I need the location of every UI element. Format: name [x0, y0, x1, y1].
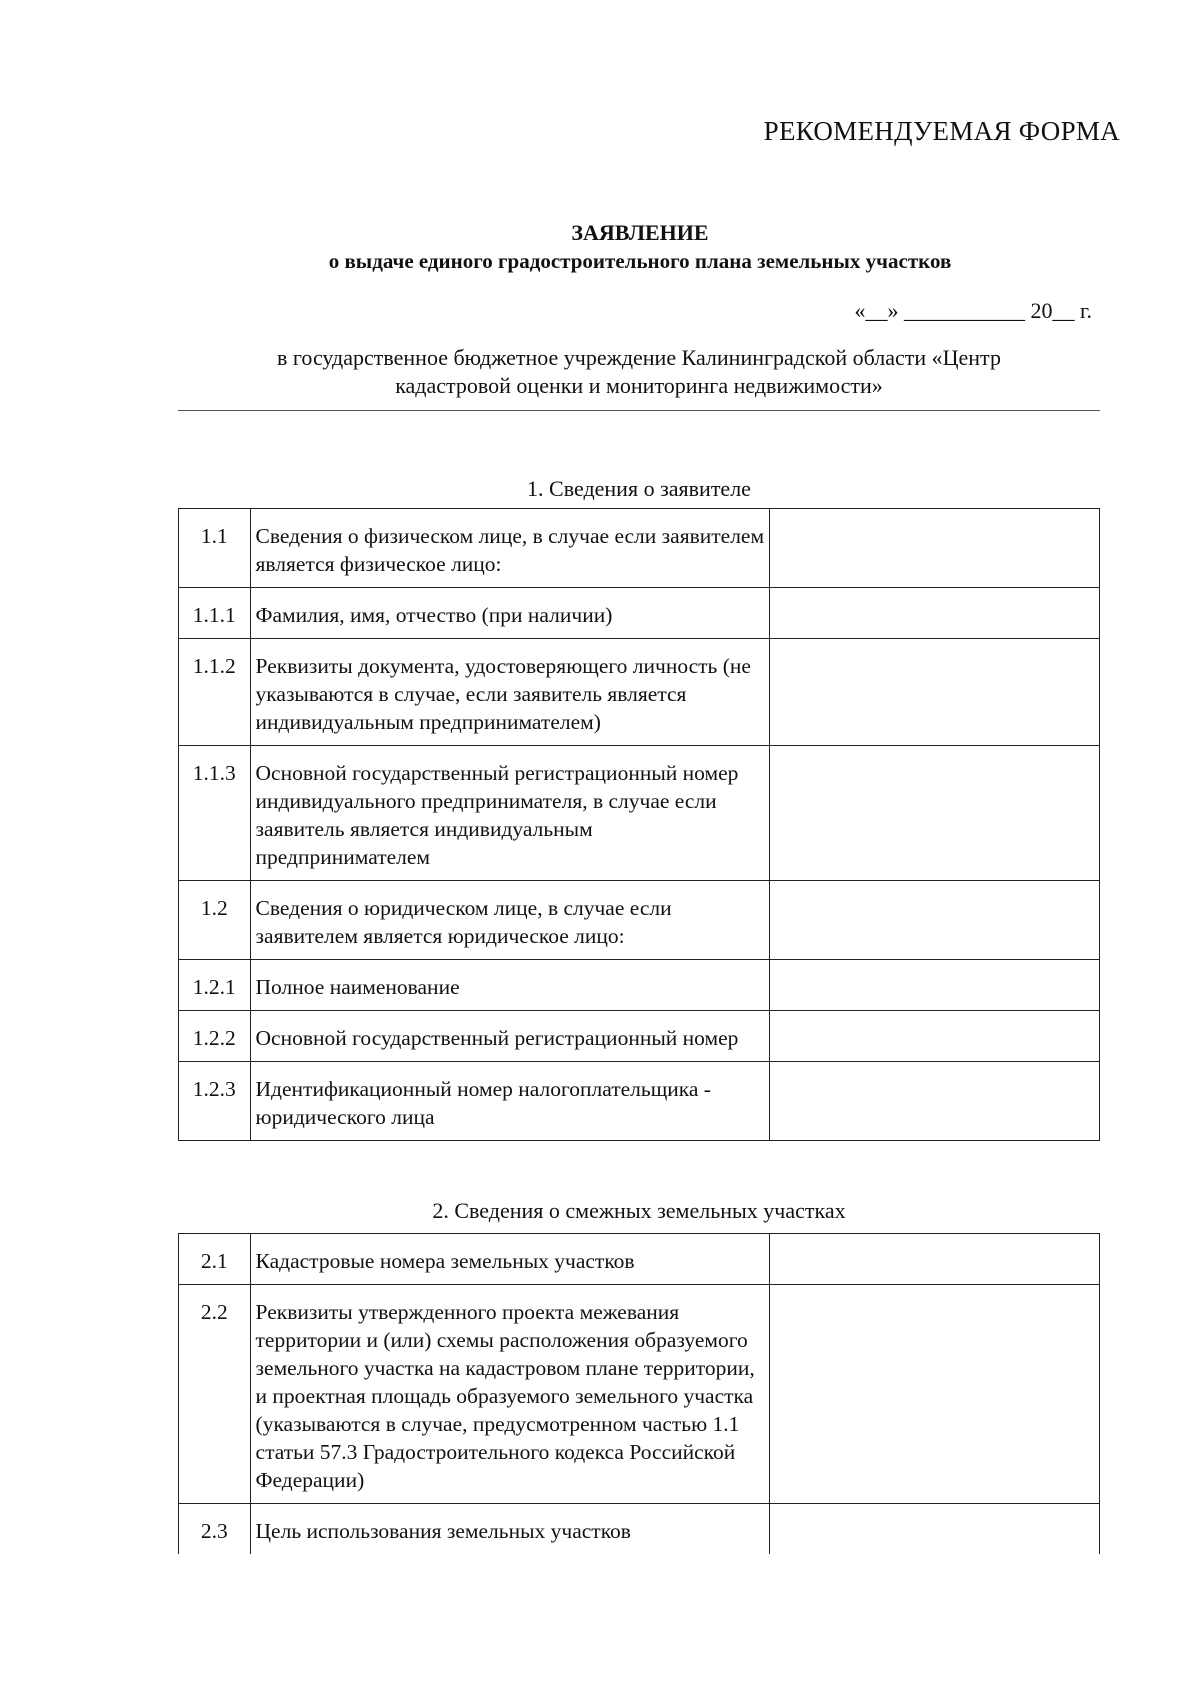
- row-description: Кадастровые номера земельных участков: [250, 1234, 770, 1285]
- row-value-field[interactable]: [770, 509, 1100, 588]
- row-value-field[interactable]: [770, 1234, 1100, 1285]
- row-value-field[interactable]: [770, 639, 1100, 746]
- recipient-underline: [178, 410, 1100, 411]
- document-subtitle: о выдаче единого градостроительного плана земельных участков: [328, 249, 952, 273]
- section-2-title: 2. Сведения о смежных земельных участках: [432, 1198, 846, 1223]
- row-value-field[interactable]: [770, 1062, 1100, 1141]
- row-description: Основной государственный регистрационный номер индивидуального предпринимателя, в случае если заявитель является индивидуальным предпринимателем: [250, 746, 770, 881]
- row-number: 1.1.1: [179, 588, 251, 639]
- row-number: 2.3: [179, 1504, 251, 1555]
- row-description: Полное наименование: [250, 960, 770, 1011]
- row-number: 1.1.2: [179, 639, 251, 746]
- applicant-table: [178, 508, 1100, 1141]
- row-number: 2.2: [179, 1285, 251, 1504]
- row-value-field[interactable]: [770, 881, 1100, 960]
- row-number: 1.2.3: [179, 1062, 251, 1141]
- recipient-line-1: в государственное бюджетное учреждение Калининградской области «Центр: [277, 345, 1001, 370]
- document-title: ЗАЯВЛЕНИЕ: [571, 220, 709, 245]
- table-row: [179, 509, 1100, 588]
- row-number: 1.1: [179, 509, 251, 588]
- row-number: 2.1: [179, 1234, 251, 1285]
- row-value-field[interactable]: [770, 1504, 1100, 1555]
- table-row: [179, 1285, 1100, 1504]
- row-description: Фамилия, имя, отчество (при наличии): [250, 588, 770, 639]
- adjacent-plots-table: [178, 1233, 1100, 1554]
- table-row: [179, 1504, 1100, 1555]
- row-description: Реквизиты утвержденного проекта межевания территории и (или) схемы расположения образуемого земельного участка на кадастровом плане территории, и проектная площадь образуемого земельного участка (указываются в случае, предусмотренном частью 1.1 статьи 57.3 Градостроительного кодекса Российской Федерации): [250, 1285, 770, 1504]
- row-description: Цель использования земельных участков: [250, 1504, 770, 1555]
- table-row: [179, 1234, 1100, 1285]
- row-description: Сведения о физическом лице, в случае если заявителем является физическое лицо:: [250, 509, 770, 588]
- row-number: 1.2.1: [179, 960, 251, 1011]
- row-description: Основной государственный регистрационный номер: [250, 1011, 770, 1062]
- row-description: Идентификационный номер налогоплательщика - юридического лица: [250, 1062, 770, 1141]
- table-row: [179, 1062, 1100, 1141]
- recipient-line-2: кадастровой оценки и мониторинга недвижимости»: [395, 373, 883, 398]
- table-row: [179, 881, 1100, 960]
- table-row: [179, 1011, 1100, 1062]
- row-value-field[interactable]: [770, 960, 1100, 1011]
- row-number: 1.1.3: [179, 746, 251, 881]
- row-value-field[interactable]: [770, 588, 1100, 639]
- date-line: «__» ___________ 20__ г.: [854, 298, 1092, 323]
- recommended-form-label: РЕКОМЕНДУЕМАЯ ФОРМА: [763, 116, 1120, 146]
- table-row: [179, 960, 1100, 1011]
- row-value-field[interactable]: [770, 1285, 1100, 1504]
- row-description: Реквизиты документа, удостоверяющего личность (не указываются в случае, если заявитель является индивидуальным предпринимателем): [250, 639, 770, 746]
- section-1-title: 1. Сведения о заявителе: [527, 476, 751, 501]
- recipient-block: [178, 344, 1100, 400]
- row-value-field[interactable]: [770, 1011, 1100, 1062]
- row-description: Сведения о юридическом лице, в случае если заявителем является юридическое лицо:: [250, 881, 770, 960]
- table-row: [179, 746, 1100, 881]
- table-row: [179, 588, 1100, 639]
- row-number: 1.2: [179, 881, 251, 960]
- table-row: [179, 639, 1100, 746]
- row-value-field[interactable]: [770, 746, 1100, 881]
- row-number: 1.2.2: [179, 1011, 251, 1062]
